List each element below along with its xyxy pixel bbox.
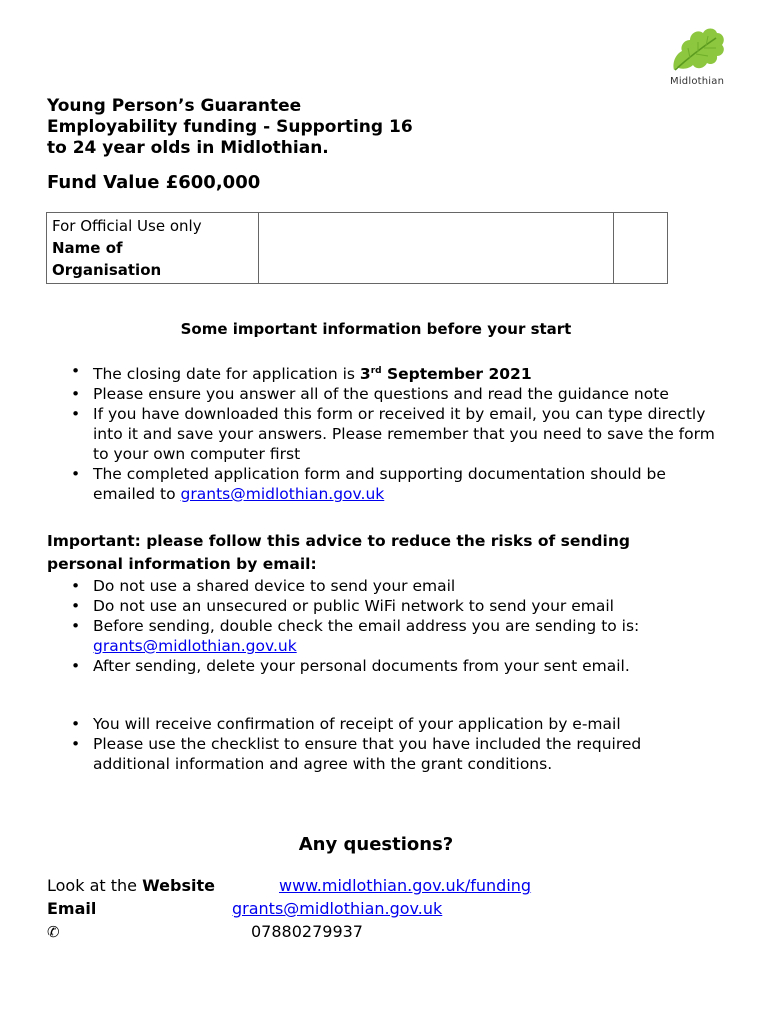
bullet: •: [71, 385, 81, 404]
day-suffix: rd: [370, 366, 382, 376]
title-line-2: Employability funding - Supporting 16: [47, 117, 413, 137]
closing-date: [360, 365, 532, 383]
email-row: [47, 898, 443, 920]
bullet: •: [71, 715, 81, 733]
oak-leaf-icon: [668, 24, 726, 74]
list-item-text: You will receive confirmation of receipt of your application by e-mail: [93, 715, 621, 733]
reference-field[interactable]: [614, 213, 668, 284]
list-item: [47, 714, 717, 734]
grants-email-link[interactable]: grants@midlothian.gov.uk: [180, 485, 385, 504]
email-advice-list: [47, 576, 717, 676]
list-item-text: After sending, delete your personal documents from your sent email.: [93, 657, 630, 675]
list-item: [47, 734, 717, 774]
fund-value: Fund Value £600,000: [47, 172, 261, 193]
questions-heading: Any questions?: [298, 834, 454, 855]
important-heading: Important: please follow this advice to reduce the risks of sending personal information by email:: [47, 532, 630, 573]
bullet: •: [71, 577, 81, 595]
title-line-3: to 24 year olds in Midlothian.: [47, 138, 329, 158]
closing-month-year: September 2021: [381, 365, 532, 384]
list-item: [47, 404, 717, 464]
list-item-text: Please ensure you answer all of the questions and read the guidance note: [93, 385, 669, 404]
logo-text: Midlothian: [670, 76, 725, 87]
website-prefix: Look at the: [47, 876, 143, 895]
list-item: [47, 384, 717, 404]
submission-list: [47, 714, 717, 774]
official-use-table: [46, 212, 668, 284]
list-item-text: Do not use an unsecured or public WiFi network to send your email: [93, 597, 614, 615]
phone-row: [47, 921, 363, 943]
website-link[interactable]: www.midlothian.gov.uk/funding: [279, 876, 532, 895]
phone-number: 07880279937: [251, 922, 363, 941]
list-item-text: Do not use a shared device to send your email: [93, 577, 456, 595]
title-line-1: Young Person’s Guarantee: [47, 96, 302, 116]
website-label: Website: [142, 876, 215, 895]
bullet: •: [71, 657, 81, 675]
closing-day: 3: [359, 365, 371, 384]
bullet: •: [71, 617, 81, 635]
official-use-label: For Official Use only: [52, 217, 202, 235]
official-label-cell: [47, 213, 259, 284]
list-item: [47, 464, 717, 504]
list-item: [47, 656, 717, 676]
info-heading: Some important information before your start: [180, 320, 572, 338]
midlothian-logo: [664, 24, 732, 90]
closing-date-text: The closing date for application is: [93, 365, 360, 384]
bullet: •: [71, 405, 81, 424]
email-label: Email: [47, 899, 97, 918]
telephone-icon: ✆: [47, 923, 60, 941]
list-item: [47, 361, 717, 384]
website-row: [47, 875, 532, 897]
list-item-text: Please use the checklist to ensure that you have included the required additional information and agree with the grant conditions.: [93, 735, 642, 773]
list-item-text: Before sending, double check the email address you are sending to is:: [93, 617, 640, 635]
bullet: •: [71, 465, 81, 484]
bullet: •: [71, 597, 81, 615]
name-of-label: Name of: [52, 239, 123, 257]
organisation-label: Organisation: [52, 261, 162, 279]
info-list: [47, 361, 717, 504]
grants-email-link[interactable]: grants@midlothian.gov.uk: [93, 637, 297, 655]
list-item: [47, 616, 717, 656]
organisation-name-field[interactable]: [259, 213, 614, 284]
email-link[interactable]: grants@midlothian.gov.uk: [232, 899, 443, 918]
bullet: •: [71, 735, 81, 753]
bullet: •: [71, 362, 81, 380]
page-title: [47, 96, 413, 159]
list-item: [47, 576, 717, 596]
list-item-text: If you have downloaded this form or received it by email, you can type directly into it and save your answers. Please remember that you need to save the form to your own computer first: [93, 405, 715, 464]
list-item: [47, 596, 717, 616]
list-item-text: The completed application form and supporting documentation should be emailed to: [93, 465, 666, 504]
